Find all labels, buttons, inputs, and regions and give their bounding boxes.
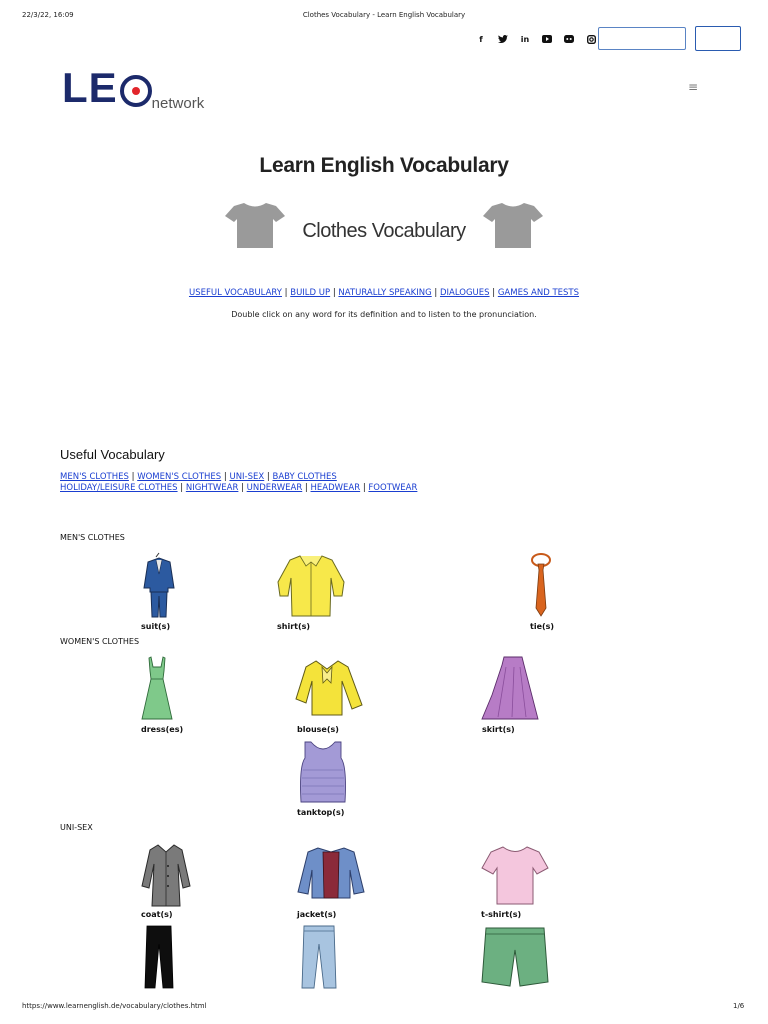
category-nav-row2: HOLIDAY/LEISURE CLOTHES | NIGHTWEAR | UNDERWEAR | HEADWEAR | FOOTWEAR — [60, 483, 418, 493]
jeans-image[interactable] — [296, 924, 342, 994]
jacket-image[interactable] — [296, 844, 366, 906]
double-click-hint: Double click on any word for its definition and to listen to the pronunciation. — [231, 310, 537, 319]
shirt-image[interactable] — [276, 552, 346, 622]
cat-link-baby[interactable]: BABY CLOTHES — [272, 472, 337, 482]
cat-link-nightwear[interactable]: NIGHTWEAR — [185, 483, 239, 493]
hamburger-menu-icon[interactable]: ≡ — [688, 80, 699, 94]
twitter-icon[interactable] — [494, 30, 512, 48]
skirt-image[interactable] — [480, 655, 542, 725]
nav-dialogues[interactable]: DIALOGUES — [439, 288, 490, 298]
logo-leo-text: LE — [62, 64, 118, 111]
cat-link-unisex[interactable]: UNI-SEX — [229, 472, 265, 482]
tshirt-icon-right — [482, 200, 544, 254]
item-label-shirt: shirt(s) — [277, 622, 311, 631]
footer-url: https://www.learnenglish.de/vocabulary/clothes.html — [22, 1002, 207, 1010]
cat-link-underwear[interactable]: UNDERWEAR — [246, 483, 303, 493]
tanktop-image[interactable] — [297, 740, 349, 808]
item-label-dress: dress(es) — [141, 725, 184, 734]
item-label-tie: tie(s) — [530, 622, 555, 631]
category-heading-unisex: UNI-SEX — [60, 823, 93, 832]
item-label-jacket: jacket(s) — [297, 910, 337, 919]
page-title: Learn English Vocabulary — [259, 154, 509, 177]
item-label-blouse: blouse(s) — [297, 725, 339, 734]
footer-page-number: 1/6 — [733, 1002, 745, 1010]
item-label-coat: coat(s) — [141, 910, 173, 919]
print-title: Clothes Vocabulary - Learn English Vocabulary — [302, 11, 466, 19]
category-nav-row1: MEN'S CLOTHES | WOMEN'S CLOTHES | UNI-SEX | BABY CLOTHES — [60, 472, 337, 482]
shorts-image[interactable] — [480, 926, 550, 992]
youtube-icon[interactable] — [538, 30, 556, 48]
page-subtitle: Clothes Vocabulary — [302, 220, 466, 242]
coat-image[interactable] — [140, 842, 192, 912]
suit-image[interactable] — [140, 552, 178, 622]
nav-useful-vocabulary[interactable]: USEFUL VOCABULARY — [188, 288, 282, 298]
cat-link-mens[interactable]: MEN'S CLOTHES — [60, 472, 129, 482]
item-label-tanktop: tanktop(s) — [297, 808, 345, 817]
nav-games-and-tests[interactable]: GAMES AND TESTS — [497, 288, 580, 298]
item-label-tshirt: t-shirt(s) — [481, 910, 522, 919]
category-heading-mens: MEN'S CLOTHES — [60, 533, 125, 542]
item-label-suit: suit(s) — [141, 622, 171, 631]
facebook-icon[interactable]: f — [479, 34, 483, 44]
social-bar — [472, 30, 600, 48]
tshirt-image[interactable] — [481, 844, 549, 910]
cat-link-footwear[interactable]: FOOTWEAR — [368, 483, 418, 493]
cat-link-holiday[interactable]: HOLIDAY/LEISURE CLOTHES — [60, 483, 178, 493]
top-nav: USEFUL VOCABULARY | BUILD UP | NATURALLY SPEAKING | DIALOGUES | GAMES AND TESTS — [188, 288, 580, 298]
blouse-image[interactable] — [294, 657, 364, 723]
logo-network-text: network — [151, 95, 205, 112]
search-button[interactable] — [695, 26, 741, 51]
logo-o-mark — [120, 75, 152, 107]
section-title: Useful Vocabulary — [60, 447, 165, 462]
nav-build-up[interactable]: BUILD UP — [290, 288, 331, 298]
dress-image[interactable] — [140, 655, 174, 725]
tie-image[interactable] — [528, 552, 554, 622]
discord-icon[interactable] — [560, 30, 578, 48]
linkedin-icon[interactable]: in — [520, 34, 530, 44]
cat-link-womens[interactable]: WOMEN'S CLOTHES — [137, 472, 222, 482]
category-heading-womens: WOMEN'S CLOTHES — [60, 637, 140, 646]
trousers-image[interactable] — [142, 924, 176, 994]
nav-naturally-speaking[interactable]: NATURALLY SPEAKING — [338, 288, 432, 298]
item-label-skirt: skirt(s) — [482, 725, 515, 734]
cat-link-headwear[interactable]: HEADWEAR — [310, 483, 361, 493]
search-input[interactable] — [598, 27, 686, 50]
leo-network-logo[interactable] — [62, 66, 204, 110]
print-datetime: 22/3/22, 16:09 — [22, 11, 74, 19]
